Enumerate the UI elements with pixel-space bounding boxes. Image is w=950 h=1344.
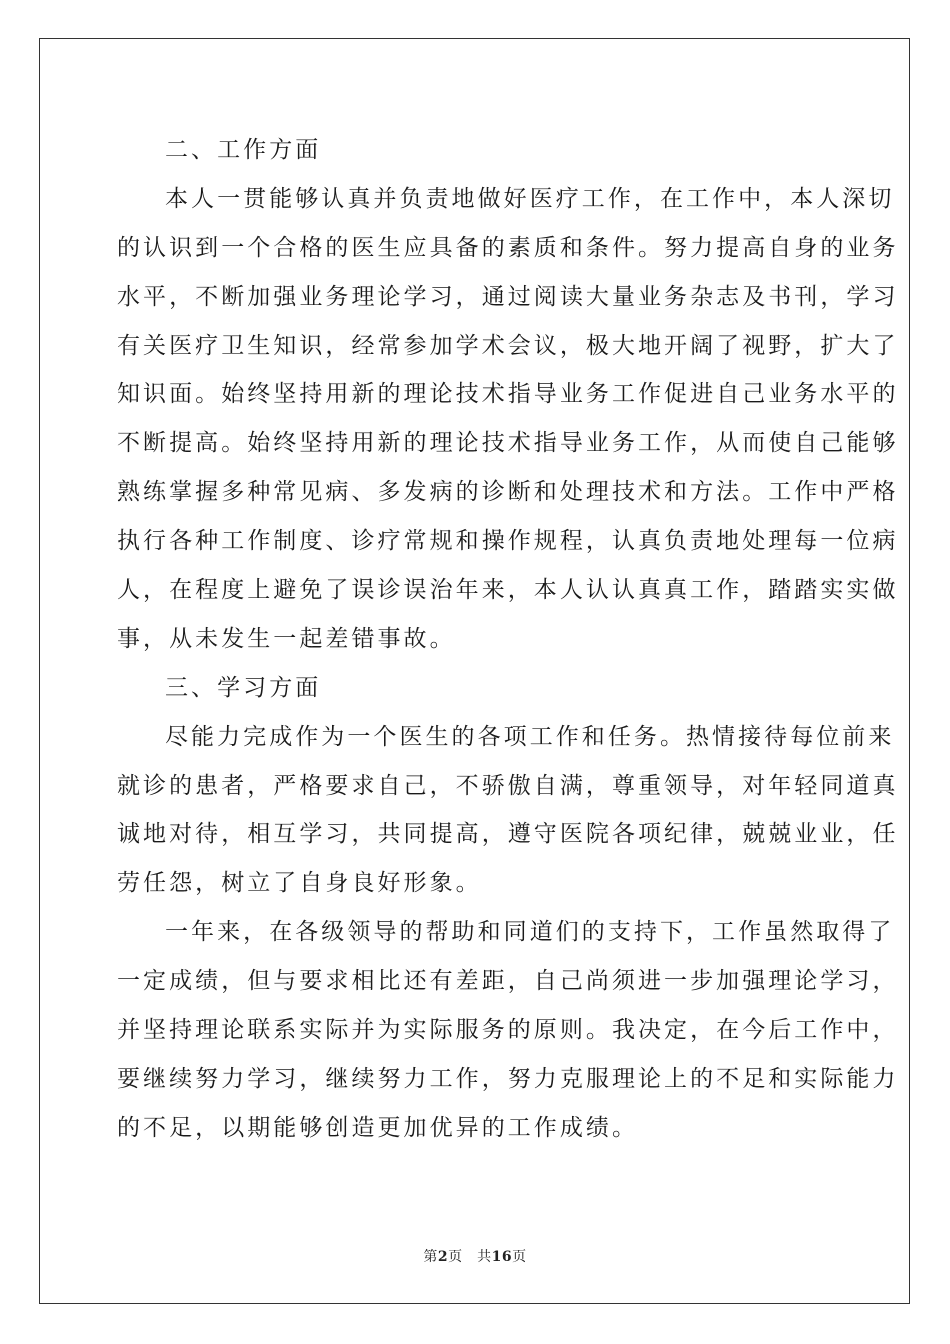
document-body [117,126,899,1153]
current-page-number: 2 [437,1249,449,1265]
footer-prefix: 第 [423,1249,438,1265]
page-footer [0,1246,950,1266]
paragraph-line: 要继续努力学习，继续努力工作，努力克服理论上的不足和实际能力 [117,1065,899,1092]
paragraph-line: 知识面。始终坚持用新的理论技术指导业务工作促进自己业务水平的 [117,381,899,408]
paragraph-line: 人，在程度上避免了误诊误治年来，本人认认真真工作，踏踏实实做 [117,577,899,604]
paragraph-line: 水平，不断加强业务理论学习，通过阅读大量业务杂志及书刊，学习 [117,283,899,310]
paragraph-line: 的不足，以期能够创造更加优异的工作成绩。 [117,1114,638,1141]
paragraph-line: 尽能力完成作为一个医生的各项工作和任务。热情接待每位前来 [165,723,895,750]
paragraph-line: 不断提高。始终坚持用新的理论技术指导业务工作，从而使自己能够 [117,430,899,457]
paragraph-line: 的认识到一个合格的医生应具备的素质和条件。努力提高自身的业务 [117,234,899,261]
section-heading-work: 二、工作方面 [165,137,322,163]
section-heading-study: 三、学习方面 [165,674,322,701]
paragraph-line: 劳任怨，树立了自身良好形象。 [117,870,482,897]
paragraph-line: 一年来，在各级领导的帮助和同道们的支持下，工作虽然取得了 [165,919,895,946]
paragraph-line: 事，从未发生一起差错事故。 [117,625,456,652]
footer-mid: 页 共 [448,1249,492,1265]
paragraph-line: 一定成绩，但与要求相比还有差距，自己尚须进一步加强理论学习， [117,968,899,995]
paragraph-line: 并坚持理论联系实际并为实际服务的原则。我决定，在今后工作中， [117,1017,899,1044]
paragraph-line: 熟练掌握多种常见病、多发病的诊断和处理技术和方法。工作中严格 [117,479,899,506]
paragraph-line: 诚地对待，相互学习，共同提高，遵守医院各项纪律，兢兢业业，任 [117,821,899,848]
footer-suffix: 页 [512,1249,527,1265]
paragraph-line: 执行各种工作制度、诊疗常规和操作规程，认真负责地处理每一位病 [117,528,899,555]
total-pages-number: 16 [491,1249,513,1265]
paragraph-line: 本人一贯能够认真并负责地做好医疗工作，在工作中，本人深切 [165,185,895,212]
paragraph-line: 有关医疗卫生知识，经常参加学术会议，极大地开阔了视野，扩大了 [117,332,899,359]
paragraph-line: 就诊的患者，严格要求自己，不骄傲自满，尊重领导，对年轻同道真 [117,772,899,799]
